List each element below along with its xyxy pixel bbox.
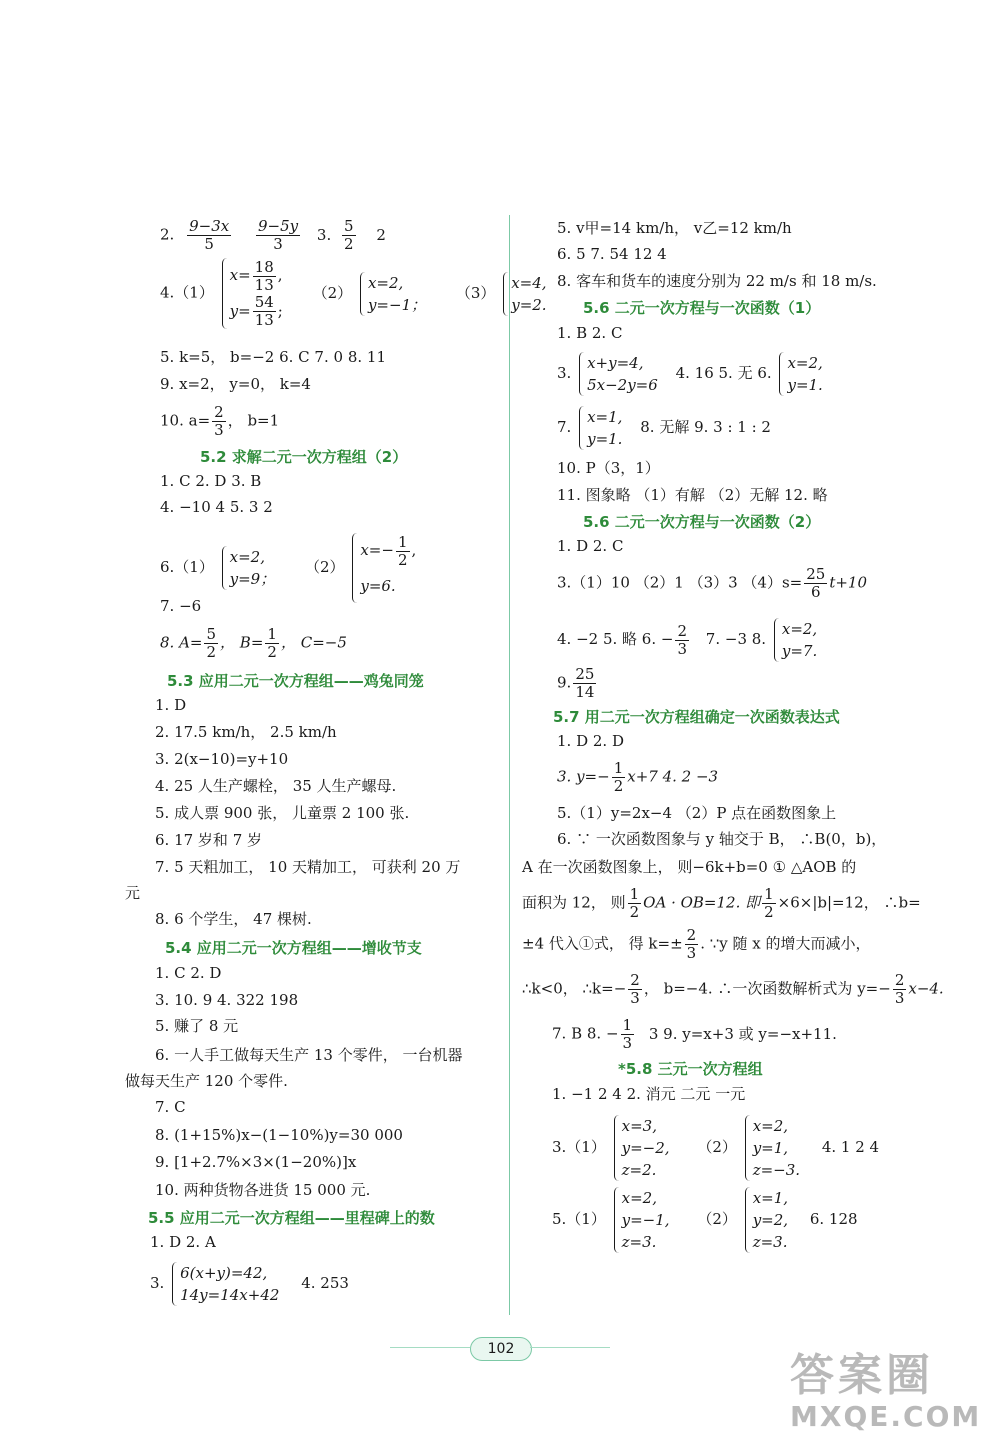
answer-line: 1. D 2. A <box>150 1233 216 1251</box>
answer-line: 6. ∵ 一次函数图象与 y 轴交于 B， ∴B(0，b)， <box>557 830 887 848</box>
answer-line: 5.（1） x=2, y=−1, z=3. （2） x=1, y=2, z=3. 6. 128 <box>552 1189 858 1251</box>
answer-line: 7. x=1, y=1. 8. 无解 9. 3 : 1 : 2 <box>557 408 771 448</box>
answer-line: 8. 6 个学生， 47 棵树. <box>155 910 312 928</box>
answer-line: 4. −2 5. 略 6. − $\frac{2}{3}$ 7. −3 8. x=2, y=7. <box>557 620 818 660</box>
answer-line: 7. −6 <box>160 597 202 615</box>
answer-line: 3. 10. 9 4. 322 198 <box>155 991 299 1009</box>
answer-line: ∴k<0， ∴k=− $\frac{2}{3}$ ， b=−4. ∴一次函数解析式为 y=− $\frac{2}{3}$ x−4. <box>522 971 944 1007</box>
answer-line: 5. 成人票 900 张， 儿童票 2 100 张. <box>155 804 410 822</box>
section-heading: 5.3 应用二元一次方程组——鸡兔同笼 <box>167 672 424 690</box>
answer-line: 3. x+y=4, 5x−2y=6 4. 16 5. 无 6. x=2, y=1. <box>557 354 823 394</box>
answer-line: 4. 25 人生产螺栓， 35 人生产螺母. <box>155 777 397 795</box>
answer-line: 做每天生产 120 个零件. <box>125 1072 288 1090</box>
answer-line: 1. −1 2 4 2. 消元 二元 一元 <box>552 1085 746 1103</box>
answer-line: 1. D <box>155 696 187 714</box>
section-heading: 5.6 二元一次方程与一次函数（1） <box>583 299 821 317</box>
answer-line: 1. C 2. D 3. B <box>160 472 262 490</box>
watermark: 答案圈 MXQE.COM <box>790 1350 982 1433</box>
footer-ornament-left <box>390 1347 470 1348</box>
answer-line: 元 <box>125 884 141 902</box>
answer-line: ±4 代入①式， 得 k=± $\frac{2}{3}$ . ∵y 随 x 的增大而减小， <box>522 926 871 962</box>
answer-line: 4. −10 4 5. 3 2 <box>160 498 273 516</box>
section-heading: 5.5 应用二元一次方程组——里程碑上的数 <box>148 1209 435 1227</box>
answer-line: 1. D 2. D <box>557 732 624 750</box>
answer-line: 2. $\frac{9-3x}{5}$ $\frac{9-5y}{3}$ 3. $\frac{5}{2}$ 2 <box>160 217 386 253</box>
answer-line: 5. v甲=14 km/h， v乙=12 km/h <box>557 219 792 237</box>
answer-line: 1. C 2. D <box>155 964 222 982</box>
footer-ornament-right <box>530 1347 610 1348</box>
answer-line: 3.（1） x=3, y=−2, z=2. （2） x=2, y=1, z=−3. 4. 1 2 4 <box>552 1117 880 1179</box>
answer-line: 6. 一人手工做每天生产 13 个零件， 一台机器 <box>155 1046 463 1064</box>
section-heading: 5.2 求解二元一次方程组（2） <box>200 448 408 466</box>
answer-line: 3. y=− $\frac{1}{2}$ x+7 4. 2 −3 <box>557 759 719 795</box>
answer-line: 3.（1）10 （2）1 （3）3 （4）s= $\frac{25}{6}$ t+10 <box>557 565 868 601</box>
answer-line: 6. 17 岁和 7 岁 <box>155 831 263 849</box>
section-heading: 5.6 二元一次方程与一次函数（2） <box>583 513 821 531</box>
answer-line: 2. 17.5 km/h， 2.5 km/h <box>155 723 337 741</box>
answer-line: 7. B 8. − $\frac{1}{3}$ 3 9. y=x+3 或 y=−x+11. <box>552 1016 837 1052</box>
answer-line: 3. 6(x+y)=42, 14y=14x+42 4. 253 <box>150 1264 349 1304</box>
answer-line: 11. 图象略 （1）有解 （2）无解 12. 略 <box>557 486 828 504</box>
answer-line: 面积为 12， 则 $\frac{1}{2}$ OA · OB=12. 即 $\frac{1}{2}$ ×6×|b|=12， ∴b= <box>522 885 921 921</box>
answer-line: 10. P（3，1） <box>557 459 660 477</box>
answer-line: 9. x=2， y=0， k=4 <box>160 375 311 393</box>
answer-line: A 在一次函数图象上， 则−6k+b=0 ① △AOB 的 <box>522 858 857 876</box>
column-divider <box>509 215 510 1315</box>
answer-line: 5. 赚了 8 元 <box>155 1017 239 1035</box>
answer-line: 6.（1） x=2, y=9； （2） x=− $\frac{1}{2}$ , y=6. <box>160 533 419 603</box>
answer-line: 9. $\frac{25}{14}$ <box>557 665 595 701</box>
page-number: 102 <box>470 1337 532 1361</box>
answer-line: 10. a= $\frac{2}{3}$ ， b=1 <box>160 403 280 439</box>
answer-line: 8. A= $\frac{5}{2}$ ， B= $\frac{1}{2}$ ， C=−5 <box>160 625 347 661</box>
answer-line: 8. (1+15%)x−(1−10%)y=30 000 <box>155 1126 403 1144</box>
answer-line: 1. B 2. C <box>557 324 623 342</box>
answer-line: 5. k=5， b=−2 6. C 7. 0 8. 11 <box>160 348 386 366</box>
answer-line: 7. C <box>155 1098 186 1116</box>
section-heading: 5.7 用二元一次方程组确定一次函数表达式 <box>553 708 840 726</box>
answer-line: 4.（1） x= $\frac{18}{13}$ , y= $\frac{54}{13}$ ; （2） x=2, y=−1； （3） x=4, y=2. <box>160 257 547 329</box>
answer-line: 5.（1）y=2x−4 （2）P 点在函数图象上 <box>557 804 837 822</box>
answer-line: 6. 5 7. 54 12 4 <box>557 245 667 263</box>
answer-line: 1. D 2. C <box>557 537 624 555</box>
section-heading: 5.4 应用二元一次方程组——增收节支 <box>165 939 422 957</box>
answer-line: 3. 2(x−10)=y+10 <box>155 750 289 768</box>
section-heading: *5.8 三元一次方程组 <box>618 1060 763 1078</box>
answer-line: 10. 两种货物各进货 15 000 元. <box>155 1181 371 1199</box>
answer-line: 8. 客车和货车的速度分别为 22 m/s 和 18 m/s. <box>557 272 877 290</box>
answer-line: 7. 5 天粗加工， 10 天精加工， 可获利 20 万 <box>155 858 461 876</box>
answer-line: 9. [1+2.7%×3×(1−20%)]x <box>155 1153 357 1171</box>
